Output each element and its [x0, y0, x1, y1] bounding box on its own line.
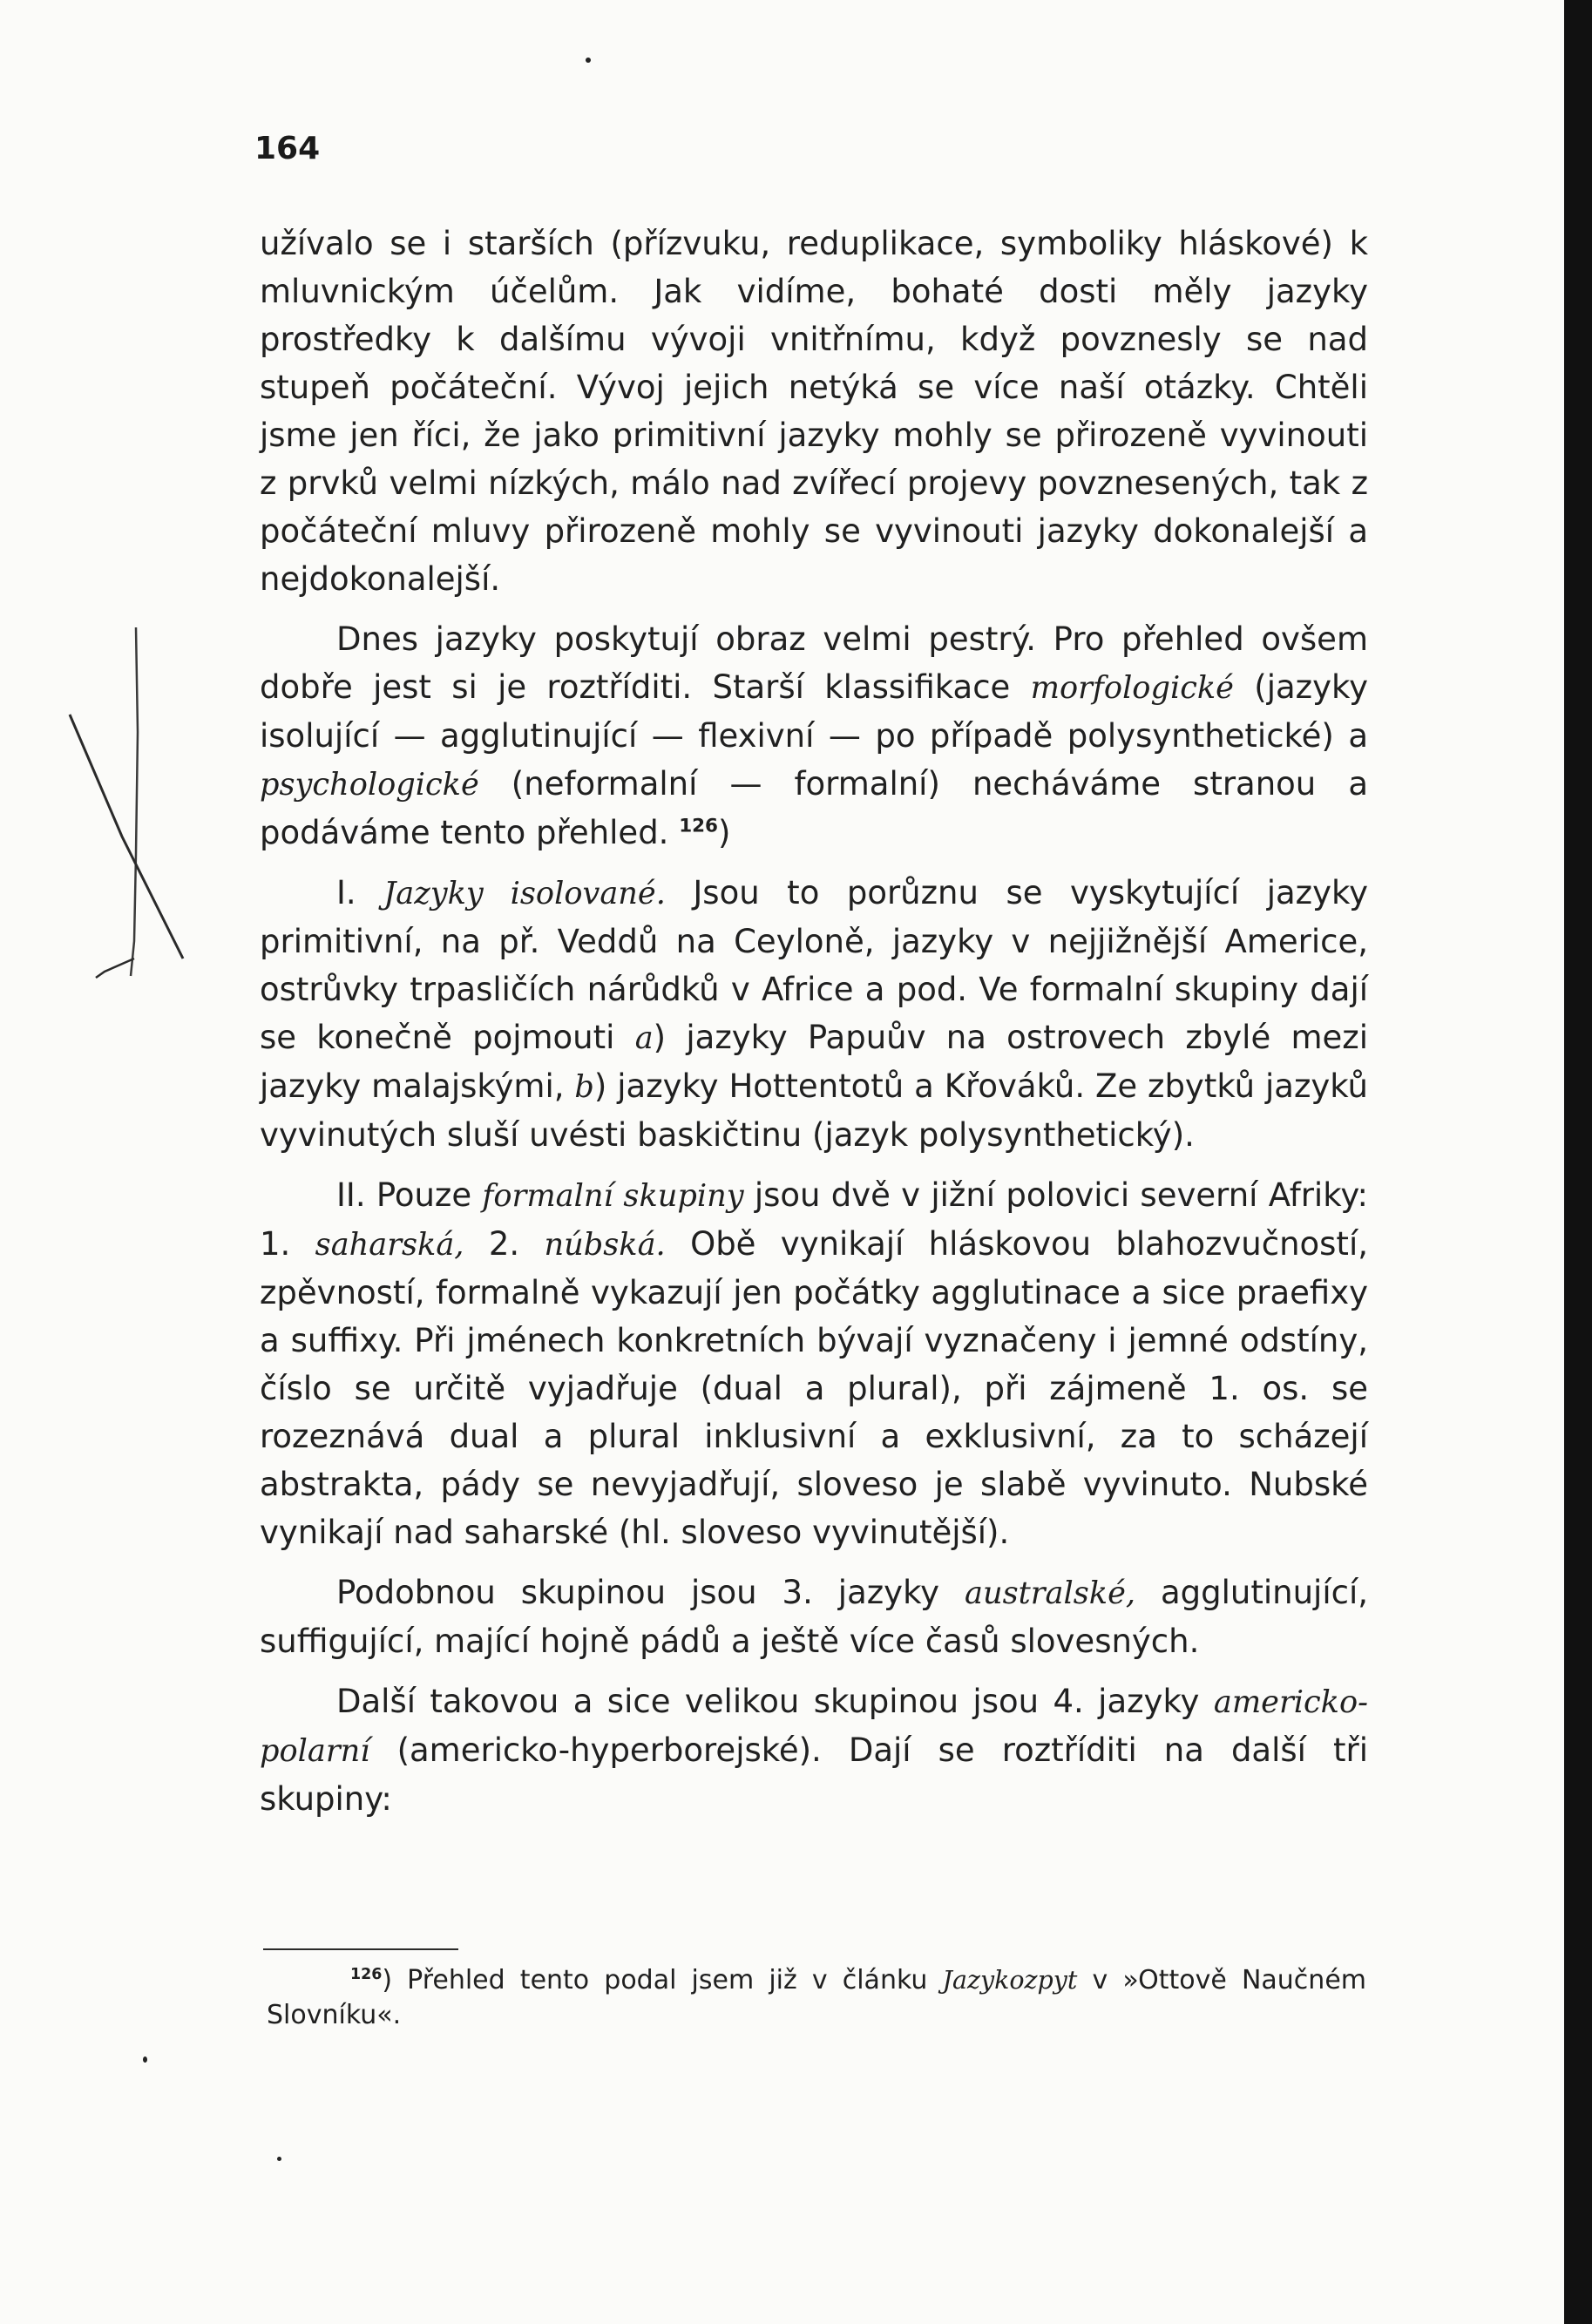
italic-term: núbská.: [544, 1227, 666, 1263]
text-run: (americko-hyperborejské). Dají se roztříditi na další tři skupiny:: [260, 1731, 1368, 1818]
text-run: 2.: [464, 1225, 545, 1263]
body-text: [260, 220, 1368, 1835]
footnote-reference: 126: [679, 815, 718, 837]
scan-edge: [1564, 0, 1592, 2324]
paragraph: [260, 220, 1368, 603]
text-run: jsou dvě v jižní polovici severní Afriky: 1.: [260, 1176, 1368, 1263]
italic-term: a: [634, 1020, 654, 1056]
text-run: ): [718, 814, 731, 851]
text-run: Obě vynikají hláskovou blahozvučností, zpěvností, formalně vykazují jen počátky agglutinace a sice praefixy a suffixy. Při jménech konkretních bývají vyznačeny i jemné odstíny, číslo se určitě vyjadřuje (dual a plural), při zájmeně 1. os. se rozeznává dual a plural inklusivní a exklusivní, za to scházejí abstrakta, pády se nevyjadřují, sloveso je slabě vyvinuto. Nubské vynikají nad saharské (hl. sloveso vyvinutější).: [260, 1225, 1368, 1551]
italic-term: saharská,: [315, 1227, 464, 1263]
text-run: ) jazyky Hottentotů a Křováků. Ze zbytků jazyků vyvinutých sluší uvésti baskičtinu (jazyk polysynthetický).: [260, 1067, 1368, 1154]
pencil-margin-mark: [61, 627, 200, 993]
italic-term: morfologické: [1030, 670, 1234, 706]
italic-term: formalní skupiny: [482, 1178, 744, 1214]
footnote-reference: 126: [350, 1966, 383, 1983]
scan-speck: [143, 2056, 147, 2063]
text-run: Dnes jazyky poskytují obraz velmi pestrý. Pro přehled ovšem dobře jest si je roztříditi. Starší klassifikace: [260, 620, 1368, 706]
paragraph: [260, 869, 1368, 1159]
paragraph: [260, 1569, 1368, 1665]
text-run: Další takovou a sice velikou skupinou jsou 4. jazyky: [336, 1683, 1214, 1720]
italic-term: Jazyky isolované.: [383, 876, 666, 911]
text-run: (neformalní — formalní) necháváme stranou a podáváme tento přehled.: [260, 765, 1368, 851]
text-run: Jsou to porůznu se vyskytující jazyky primitivní, na př. Veddů na Ceyloně, jazyky v nejjižnější Americe, ostrůvky trpasličích nárůdků v Africe a pod. Ve formalní skupiny dají se konečně pojmouti: [260, 874, 1368, 1056]
text-run: I.: [336, 874, 384, 911]
text-run: užívalo se i starších (přízvuku, reduplikace, symboliky hláskové) k mluvnickým účelům. Jak vidíme, bohaté dosti měly jazyky prostředky k dalšímu vývoji vnitřnímu, když povznesly se nad stupeň počáteční. Vývoj jejich netýká se více naší otázky. Chtěli jsme jen říci, že jako primitivní jazyky mohly se přirozeně vyvinouti z prvků velmi nízkých, málo nad zvířecí projevy povznesených, tak z počáteční mluvy přirozeně mohly se vyvinouti jazyky dokonalejší a nejdokonalejší.: [260, 225, 1368, 598]
text-run: v »Ottově Naučném Slovníku«.: [267, 1965, 1367, 2030]
paragraph: [260, 1171, 1368, 1556]
scan-speck: [586, 58, 591, 63]
paragraph: [260, 1677, 1368, 1823]
footnote-divider: [263, 1948, 458, 1950]
text-run: ) Přehled tento podal jsem již v článku: [382, 1965, 943, 1995]
page-number: 164: [254, 131, 321, 166]
scan-speck: [277, 2157, 281, 2161]
italic-term: b: [574, 1069, 594, 1105]
text-run: agglutinující, suffigující, mající hojně pádů a ještě více časů slovesných.: [260, 1574, 1368, 1660]
footnote: [267, 1963, 1366, 2033]
text-run: II. Pouze: [336, 1176, 483, 1214]
text-run: ) jazyky Papuův na ostrovech zbylé mezi jazyky malajskými,: [260, 1019, 1368, 1105]
text-run: Podobnou skupinou jsou 3. jazyky: [336, 1574, 965, 1611]
italic-term: australské,: [965, 1575, 1136, 1611]
italic-term: americko-polarní: [260, 1684, 1368, 1769]
paragraph: [260, 615, 1368, 857]
italic-term: Jazykozpyt: [942, 1966, 1078, 1995]
text-run: (jazyky isolující — agglutinující — flexivní — po případě polysynthetické) a: [260, 668, 1368, 755]
italic-term: psychologické: [260, 767, 479, 803]
